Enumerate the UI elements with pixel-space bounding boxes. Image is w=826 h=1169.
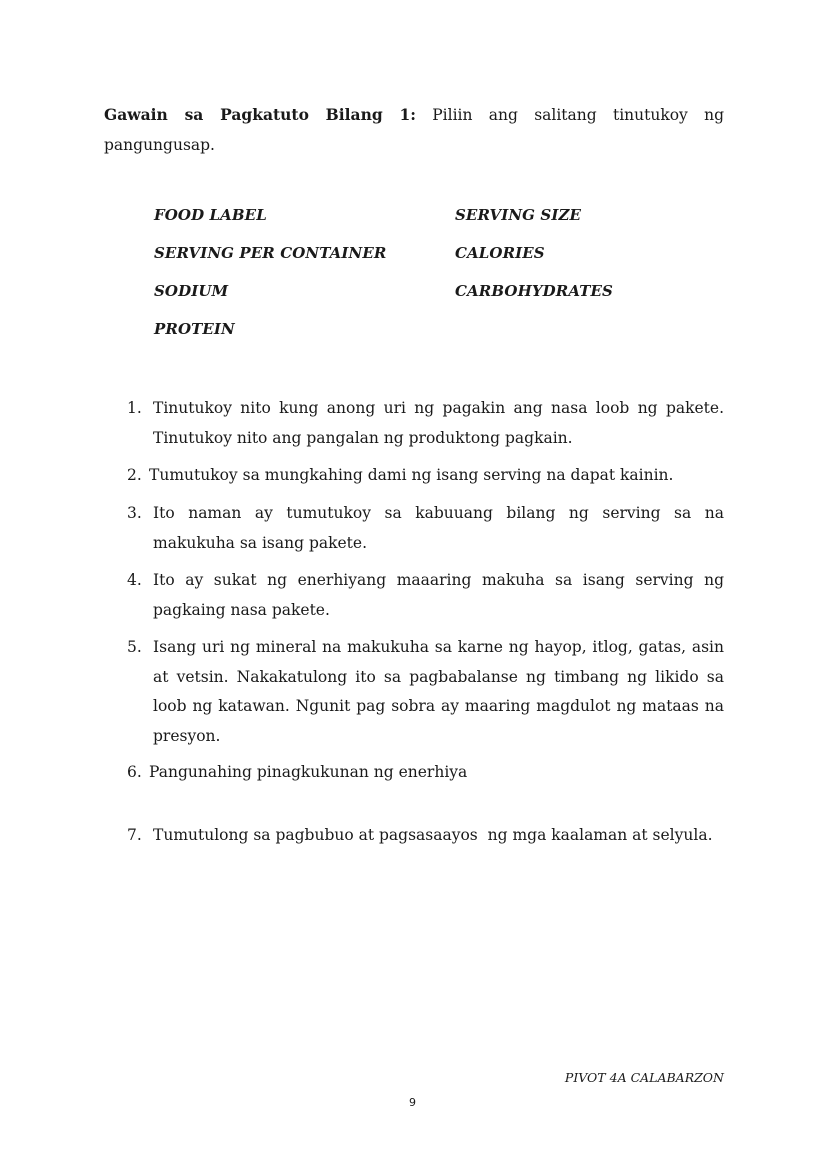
question-number: 2. — [127, 466, 142, 484]
question-number: 3. — [127, 504, 142, 522]
term-carbohydrates: CARBOHYDRATES — [455, 282, 613, 300]
question-item-2 — [127, 461, 724, 491]
instruction-text: Piliin ang salitang tinutukoy ng — [432, 106, 724, 124]
question-item-1 — [127, 394, 724, 453]
question-text: Ito ay sukat ng enerhiyang maaaring makuha sa isang serving ng pagkaing nasa pakete. — [153, 571, 724, 619]
term-calories: CALORIES — [455, 244, 545, 262]
question-item-6 — [127, 758, 724, 788]
activity-instruction — [104, 100, 724, 160]
term-protein: PROTEIN — [154, 320, 235, 338]
term-food-label: FOOD LABEL — [154, 206, 267, 224]
question-number: 7. — [127, 826, 142, 844]
question-text: Tinutukoy nito kung anong uri ng pagakin ang nasa loob ng pakete. Tinutukoy nito ang pangalan ng produktong pagkain. — [153, 399, 724, 447]
question-text: Isang uri ng mineral na makukuha sa karne ng hayop, itlog, gatas, asin at vetsin. Nakakatulong ito sa pagbabalanse ng timbang ng likido sa loob ng katawan. Ngunit pag sobra ay maaring magdulot ng mataas na presyon. — [153, 638, 724, 745]
question-item-5 — [127, 633, 724, 751]
term-sodium: SODIUM — [154, 282, 229, 300]
activity-title: Gawain sa Pagkatuto Bilang 1: — [104, 105, 416, 124]
term-serving-per-container: SERVING PER CONTAINER — [154, 244, 387, 262]
question-item-4 — [127, 566, 724, 625]
instruction-continuation: pangungusap. — [104, 136, 215, 154]
term-serving-size: SERVING SIZE — [455, 206, 582, 224]
publisher-footer: PIVOT 4A CALABARZON — [564, 1070, 724, 1085]
page-number: 9 — [409, 1096, 416, 1109]
question-text: Tumutukoy sa mungkahing dami ng isang serving na dapat kainin. — [149, 466, 674, 484]
instruction-first-line — [104, 100, 724, 130]
question-number: 4. — [127, 571, 142, 589]
question-item-7 — [127, 821, 724, 851]
question-item-3 — [127, 499, 724, 558]
question-text: Ito naman ay tumutukoy sa kabuuang bilang ng serving sa na makukuha sa isang pakete. — [153, 504, 724, 552]
question-text: Tumutulong sa pagbubuo at pagsasaayos ng mga kaalaman at selyula. — [153, 826, 713, 844]
question-text: Pangunahing pinagkukunan ng enerhiya — [149, 763, 468, 781]
question-number: 1. — [127, 399, 142, 417]
question-number: 5. — [127, 638, 142, 656]
question-number: 6. — [127, 763, 142, 781]
